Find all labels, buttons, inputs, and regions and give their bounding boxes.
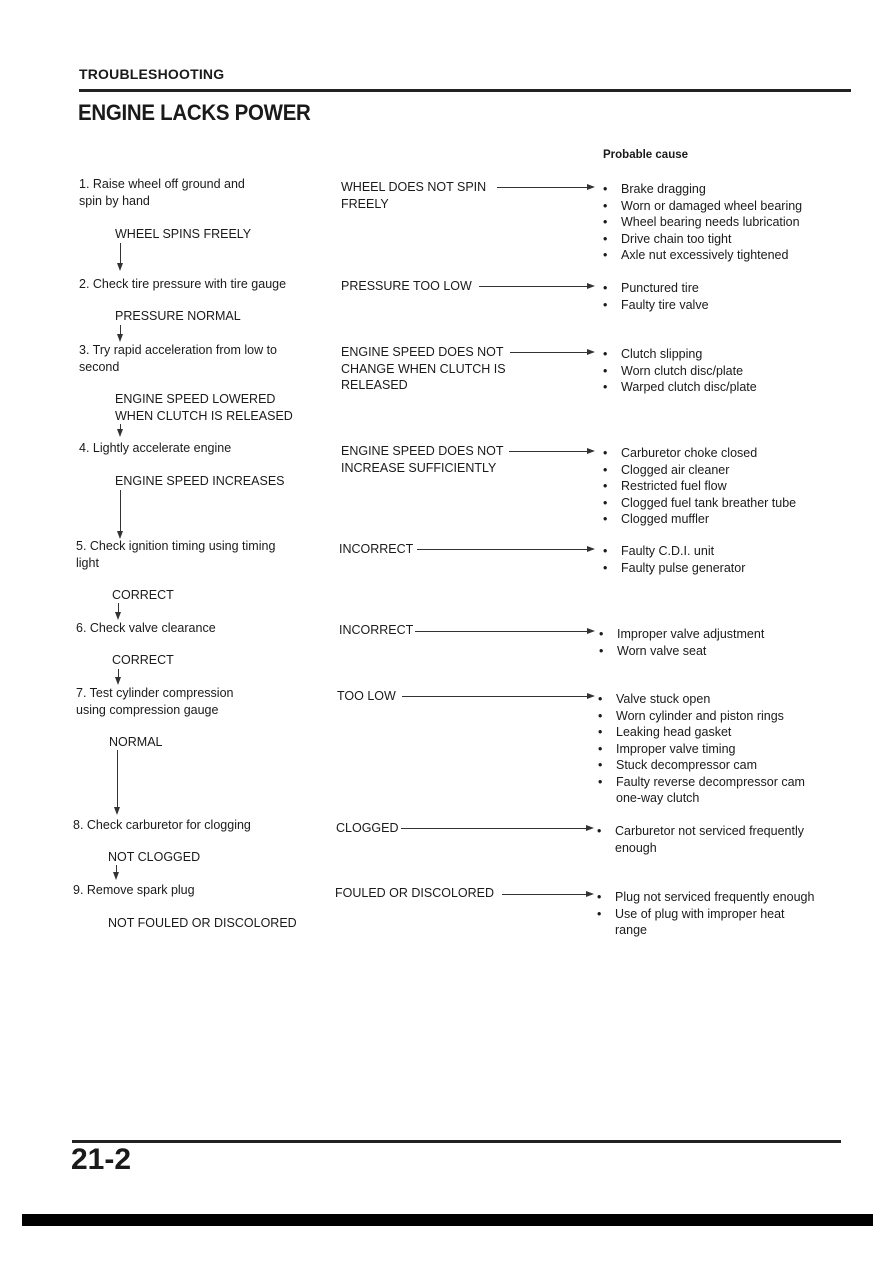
step-6-arrow-head [587, 628, 595, 634]
step-9-text: 9. Remove spark plug [73, 883, 195, 897]
cause-item: • Use of plug with improper heat range [597, 906, 847, 939]
cause-item: • Clogged muffler [603, 511, 843, 528]
cause-item: • Worn clutch disc/plate [603, 363, 843, 380]
step-5-arrow-head [587, 546, 595, 552]
flow-line [120, 490, 121, 532]
step-4-result: ENGINE SPEED INCREASES [115, 474, 285, 488]
page-title: ENGINE LACKS POWER [78, 100, 311, 125]
flow-arrow-head [117, 429, 123, 437]
bottom-rule [72, 1140, 841, 1143]
cause-item: • Warped clutch disc/plate [603, 379, 843, 396]
step-8-result: NOT CLOGGED [108, 850, 201, 864]
step-1-text: 1. Raise wheel off ground and spin by hand [79, 177, 245, 208]
step-9-arrow-head [586, 891, 594, 897]
flow-arrow-head [113, 872, 119, 880]
step-9-condition: FOULED OR DISCOLORED [335, 886, 495, 900]
step-7-arrow-head [587, 693, 595, 699]
step-4-causes [603, 445, 843, 528]
page-number: 21-2 [71, 1143, 132, 1176]
step-3-result: ENGINE SPEED LOWERED WHEN CLUTCH IS RELEASED [115, 392, 293, 423]
step-8-condition: CLOGGED [336, 821, 399, 835]
flow-line [117, 750, 118, 808]
cause-item: • Worn or damaged wheel bearing [603, 198, 843, 215]
step-7-text: 7. Test cylinder compression using compression gauge [76, 686, 234, 717]
cause-item: • Restricted fuel flow [603, 478, 843, 495]
step-1-arrow-head [587, 184, 595, 190]
step-3-condition: ENGINE SPEED DOES NOT CHANGE WHEN CLUTCH IS RELEASED [341, 345, 506, 392]
step-5-causes [603, 543, 843, 576]
cause-item: • Axle nut excessively tightened [603, 247, 843, 264]
step-6-causes [599, 626, 839, 659]
step-8-arrow-head [586, 825, 594, 831]
cause-item: • Improper valve adjustment [599, 626, 839, 643]
step-6-condition: INCORRECT [339, 623, 414, 637]
step-9-result: NOT FOULED OR DISCOLORED [108, 916, 297, 930]
cause-item: • Faulty tire valve [603, 297, 843, 314]
cause-item: • Drive chain too tight [603, 231, 843, 248]
step-1-condition: WHEEL DOES NOT SPIN FREELY [341, 180, 487, 211]
step-2-text: 2. Check tire pressure with tire gauge [79, 277, 287, 291]
step-5-arrow-line [417, 549, 588, 550]
section-label: TROUBLESHOOTING [79, 66, 225, 82]
cause-item: • Clutch slipping [603, 346, 843, 363]
step-4-text: 4. Lightly accelerate engine [79, 441, 232, 455]
step-3-causes [603, 346, 843, 396]
step-2-result: PRESSURE NORMAL [115, 309, 241, 323]
step-5-text: 5. Check ignition timing using timing light [76, 539, 276, 570]
step-5-condition: INCORRECT [339, 542, 414, 556]
step-8-arrow-line [401, 828, 587, 829]
step-3-text: 3. Try rapid acceleration from low to second [79, 343, 277, 374]
step-1-result: WHEEL SPINS FREELY [115, 227, 252, 241]
step-9-arrow-line [502, 894, 587, 895]
step-8-causes [597, 823, 842, 856]
step-7-condition: TOO LOW [337, 689, 396, 703]
step-4-condition: ENGINE SPEED DOES NOT INCREASE SUFFICIENTLY [341, 444, 504, 475]
step-2-arrow-line [479, 286, 588, 287]
step-3-arrow-head [587, 349, 595, 355]
step-6-result: CORRECT [112, 653, 174, 667]
bottom-bar [22, 1214, 873, 1226]
cause-item: • Brake dragging [603, 181, 843, 198]
cause-item: • Punctured tire [603, 280, 843, 297]
cause-item: • Wheel bearing needs lubrication [603, 214, 843, 231]
step-7-causes [598, 691, 843, 807]
cause-item: • Faulty reverse decompressor cam one-way clutch [598, 774, 843, 807]
step-7-arrow-line [402, 696, 588, 697]
step-2-causes [603, 280, 843, 313]
cause-item: • Improper valve timing [598, 741, 843, 758]
flow-arrow-head [115, 677, 121, 685]
step-1-causes [603, 181, 843, 264]
step-6-text: 6. Check valve clearance [76, 621, 216, 635]
top-rule [79, 89, 851, 92]
flow-arrow-head [114, 807, 120, 815]
step-4-arrow-head [587, 448, 595, 454]
cause-item: • Worn valve seat [599, 643, 839, 660]
cause-item: • Carburetor choke closed [603, 445, 843, 462]
cause-item: • Clogged fuel tank breather tube [603, 495, 843, 512]
step-2-condition: PRESSURE TOO LOW [341, 279, 472, 293]
step-4-arrow-line [509, 451, 588, 452]
flow-arrow-head [115, 612, 121, 620]
cause-item: • Faulty C.D.I. unit [603, 543, 843, 560]
cause-item: • Clogged air cleaner [603, 462, 843, 479]
step-1-arrow-line [497, 187, 588, 188]
step-8-text: 8. Check carburetor for clogging [73, 818, 251, 832]
step-9-causes [597, 889, 847, 939]
probable-cause-heading: Probable cause [603, 149, 689, 161]
flow-line [120, 243, 121, 263]
flow-arrow-head [117, 263, 123, 271]
cause-item: • Valve stuck open [598, 691, 843, 708]
step-3-arrow-line [510, 352, 588, 353]
cause-item: • Leaking head gasket [598, 724, 843, 741]
step-2-arrow-head [587, 283, 595, 289]
step-6-arrow-line [415, 631, 588, 632]
cause-item: • Worn cylinder and piston rings [598, 708, 843, 725]
cause-item: • Plug not serviced frequently enough [597, 889, 847, 906]
cause-item: • Carburetor not serviced frequently enough [597, 823, 842, 856]
step-5-result: CORRECT [112, 588, 174, 602]
cause-item: • Stuck decompressor cam [598, 757, 843, 774]
flow-arrow-head [117, 334, 123, 342]
step-7-result: NORMAL [109, 735, 163, 749]
cause-item: • Faulty pulse generator [603, 560, 843, 577]
